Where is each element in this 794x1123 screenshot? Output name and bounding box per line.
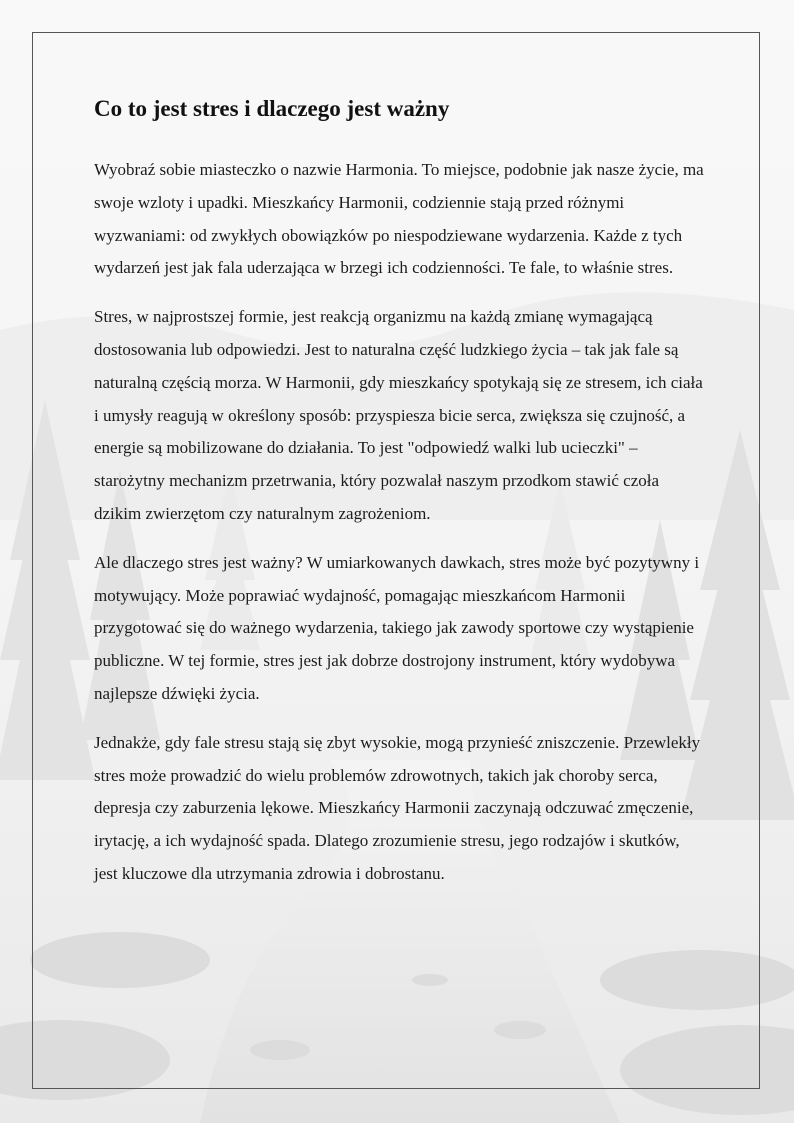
document-title: Co to jest stres i dlaczego jest ważny: [94, 96, 450, 121]
paragraph-4: Jednakże, gdy fale stresu stają się zbyt wysokie, mogą przynieść zniszczenie. Przewlekły stres może prowadzić do wielu problemów zdrowotnych, takich jak choroby serca, depresja czy zaburzenia lękowe. Mieszkańcy Harmonii zaczynają odczuwać zmęczenie, irytację, a ich wydajność spada. Dlatego zrozumienie stresu, jego rodzajów i skutków, jest kluczowe dla utrzymania zdrowia i dobrostanu.: [94, 732, 701, 883]
document-body: [94, 92, 704, 907]
paragraph-1: Wyobraź sobie miasteczko o nazwie Harmonia. To miejsce, podobnie jak nasze życie, ma swoje wzloty i upadki. Mieszkańcy Harmonii, codziennie stają przed różnymi wyzwaniami: od zwykłych obowiązków po niespodziewane wydarzenia. Każde z tych wydarzeń jest jak fala uderzająca w brzegi ich codzienności. Te fale, to właśnie stres.: [94, 160, 704, 278]
paragraph-2: Stres, w najprostszej formie, jest reakcją organizmu na każdą zmianę wymagającą dostosowania lub odpowiedzi. Jest to naturalna część ludzkiego życia – tak jak fale są naturalną częścią morza. W Harmonii, gdy mieszkańcy spotykają się ze stresem, ich ciała i umysły reagują w określony sposób: przyspiesza bicie serca, zwiększa się czujność, a energie są mobilizowane do działania. To jest "odpowiedź walki lub ucieczki" – starożytny mechanizm przetrwania, który pozwalał naszym przodkom stawić czoła dzikim zwierzętom czy naturalnym zagrożeniom.: [94, 307, 703, 523]
paragraph-3: Ale dlaczego stres jest ważny? W umiarkowanych dawkach, stres może być pozytywny i motywujący. Może poprawiać wydajność, pomagając mieszkańcom Harmonii przygotować się do ważnego wydarzenia, takiego jak zawody sportowe czy wystąpienie publiczne. W tej formie, stres jest jak dobrze dostrojony instrument, który wydobywa najlepsze dźwięki życia.: [94, 552, 700, 703]
